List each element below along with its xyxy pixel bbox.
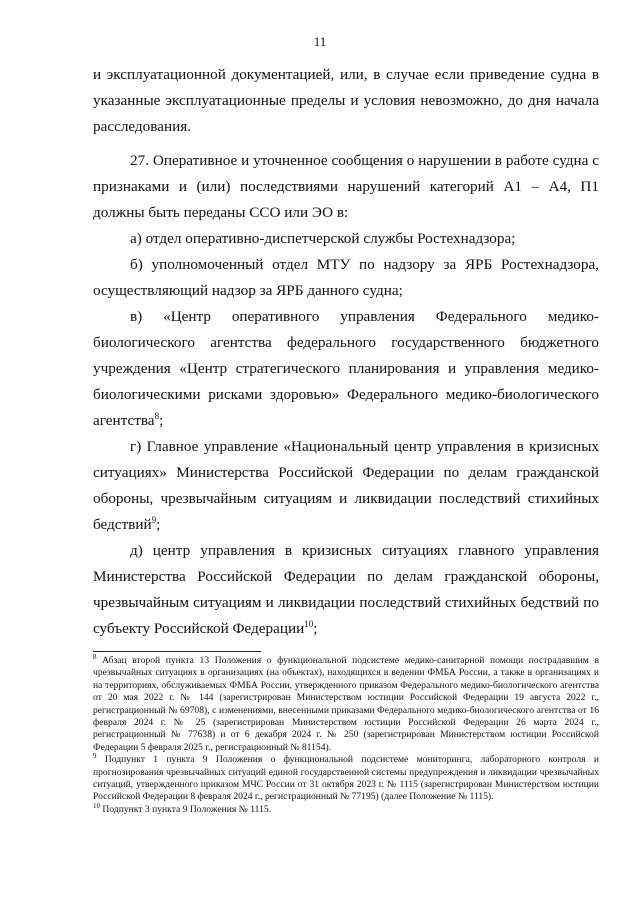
paragraph-text: д) центр управления в кризисных ситуациях главного управления Министерства Российской Федерации по делам гражданской обороны, чрезвычайным ситуациям и ликвидации последствий стихийных бедствий по субъекту Российской Федерации (93, 542, 599, 637)
footnotes (93, 652, 599, 816)
paragraph-tail: ; (156, 516, 161, 533)
footnote-10 (93, 801, 599, 816)
paragraph-tail: ; (159, 412, 164, 429)
paragraph-text: г) Главное управление «Национальный центр управления в кризисных ситуациях» Министерства Российской Федерации по делам гражданской обороны, чрезвычайным ситуациям и ликвидации последствий стихийных бедствий (93, 438, 599, 533)
paragraph-tail: ; (313, 620, 318, 637)
paragraph-text: в) «Центр оперативного управления Федерального медико-биологического агентства федерального государственного бюджетного учреждения «Центр стратегического планирования и управления медико-биологическими рисками здоровью» Федерального медико-биологического агентства (93, 308, 599, 429)
footnote-ref: 10 (304, 618, 314, 629)
footnote-text: Абзац второй пункта 13 Положения о функциональной подсистеме медико-санитарной помощи пострадавшим в чрезвычайных ситуациях в организациях (на объектах), находящихся в ведении ФМБА России, а также в организациях и на территориях, обслуживаемых ФМБА России, утвержденного приказом Федерального медико-биологического агентства от 20 мая 2022 г. № 144 (зарегистрирован Министерством юстиции Российской Федерации 19 августа 2022 г., регистрационный № 69708), с изменениями, внесенными приказами Федерального медико-биологического агентства от 16 февраля 2024 г. № 25 (зарегистрирован Министерством юстиции Российской Федерации 26 марта 2024 г., регистрационный № 77638) и от 6 декабря 2024 г. № 250 (зарегистрирован Министерством юстиции Российской Федерации 5 февраля 2025 г., регистрационный № 81154). (93, 655, 599, 753)
footnote-mark: 10 (93, 801, 100, 810)
footnote-9 (93, 754, 599, 804)
item-v (93, 304, 599, 434)
item-a (93, 226, 599, 252)
item-b (93, 252, 599, 304)
paragraph-text: и эксплуатационной документацией, или, в случае если приведение судна в указанные эксплуатационные пределы и условия невозможно, до дня начала расследования. (93, 66, 599, 135)
paragraph-27 (93, 148, 599, 226)
item-d (93, 538, 599, 642)
page-number: 11 (313, 34, 327, 49)
main-text (93, 62, 599, 642)
footnote-ref: 9 (151, 514, 157, 525)
paragraph-text: б) уполномоченный отдел МТУ по надзору за ЯРБ Ростехнадзора, осуществляющий надзор за ЯРБ данного судна; (93, 256, 599, 299)
paragraph-text: а) отдел оперативно-диспетчерской службы Ростехнадзора; (130, 230, 516, 247)
footnote-divider (93, 651, 261, 652)
footnote-text: Подпункт 3 пункта 9 Положения № 1115. (102, 803, 272, 815)
paragraph-continuation (93, 62, 599, 140)
footnote-ref: 8 (154, 410, 160, 421)
footnote-8 (93, 652, 599, 754)
footnote-mark: 8 (93, 652, 97, 661)
footnote-mark: 9 (93, 752, 97, 761)
paragraph-text: 27. Оперативное и уточненное сообщения о нарушении в работе судна с признаками и (или) последствиями нарушений категорий А1 – А4, П1 должны быть переданы ССО или ЭО в: (93, 152, 599, 221)
footnote-text: Подпункт 1 пункта 9 Положения о функциональной подсистеме мониторинга, лабораторного контроля и прогнозирования чрезвычайных ситуаций единой государственной системы предупреждения и ликвидации чрезвычайных ситуаций, утвержденного приказом МЧС России от 31 октября 2023 г. № 1115 (зарегистрирован Министерством юстиции Российской Федерации 8 февраля 2024 г., регистрационный № 77195) (далее Положение № 1115). (93, 754, 599, 803)
item-g (93, 434, 599, 538)
